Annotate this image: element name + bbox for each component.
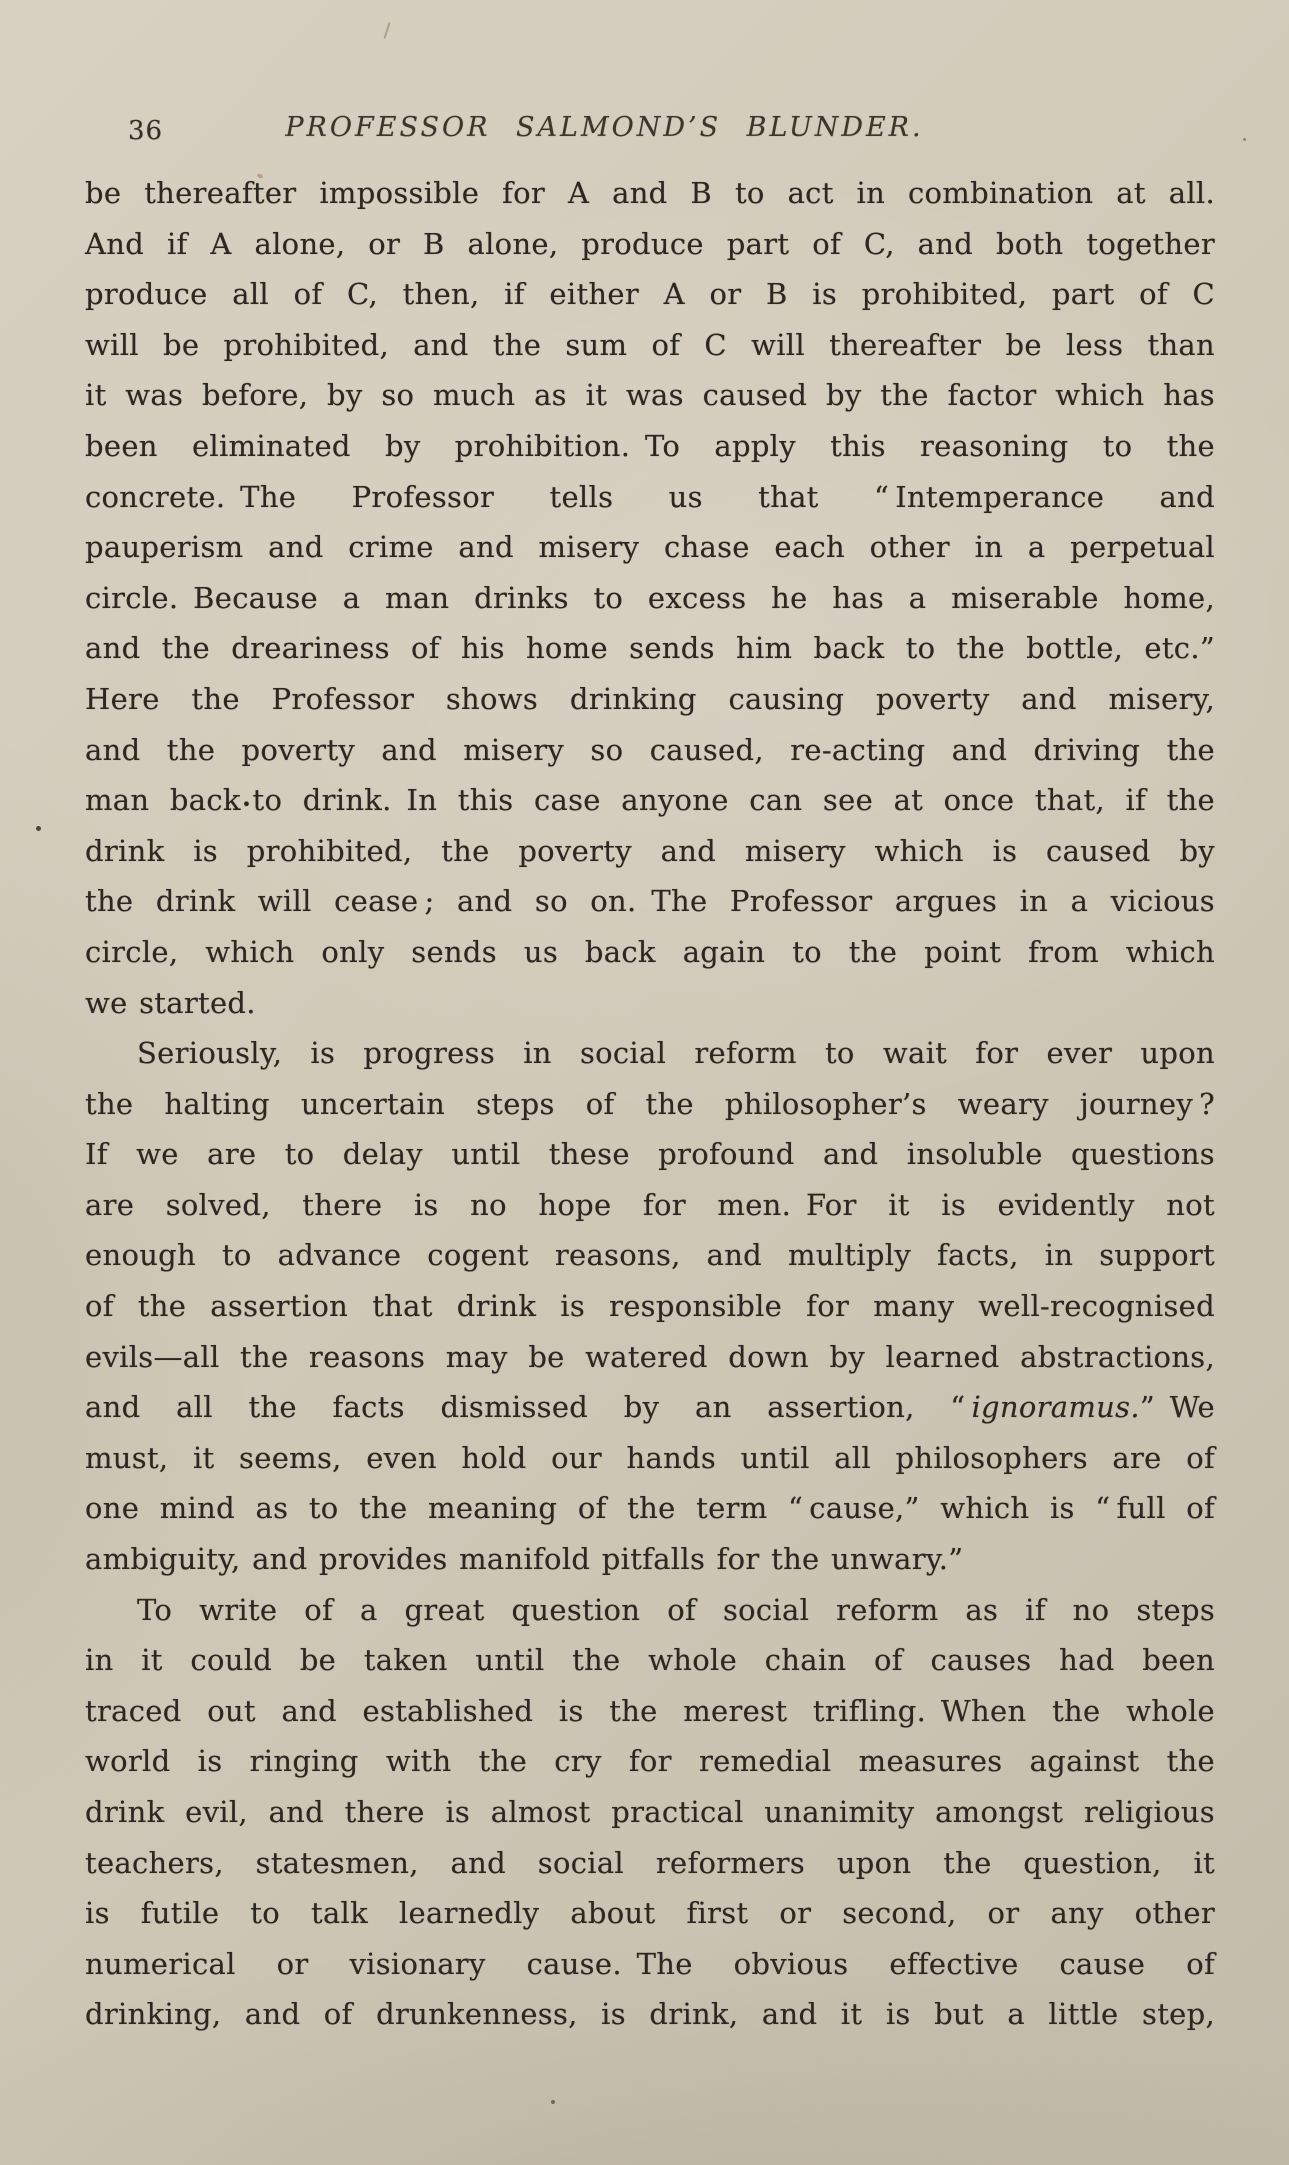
text-line bbox=[85, 1382, 1215, 1433]
text-segment: the drink will cease ; and so on. The Professor argues in a vicious bbox=[85, 884, 1215, 919]
running-title: PROFESSOR SALMOND’S BLUNDER. bbox=[285, 112, 924, 143]
text-segment: circle, which only sends us back again to the point from which bbox=[85, 934, 1215, 969]
paragraph bbox=[85, 1585, 1215, 2040]
text-line bbox=[85, 1028, 1215, 1079]
text-line: man back•to drink. In this case anyone can see at once that, if the bbox=[85, 783, 1215, 818]
text-line bbox=[85, 472, 1215, 523]
text-segment: Here the Professor shows drinking causing poverty and misery, bbox=[85, 681, 1215, 716]
text-segment: traced out and established is the merest trifling. When the whole bbox=[85, 1693, 1215, 1728]
text-segment: numerical or visionary cause. The obvious effective cause of bbox=[85, 1946, 1215, 1981]
text-line bbox=[85, 1888, 1215, 1939]
text-line bbox=[85, 1989, 1215, 2040]
page-body bbox=[85, 168, 1215, 2040]
text-segment: drink evil, and there is almost practical unanimity amongst religious bbox=[85, 1795, 1215, 1829]
paragraph bbox=[85, 1028, 1215, 1585]
text-segment: drink is prohibited, the poverty and misery which is caused by bbox=[85, 833, 1215, 868]
bottom-ink-speck bbox=[551, 2100, 555, 2104]
text-segment: ambiguity, and provides manifold pitfalls for the unwary.” bbox=[85, 1542, 964, 1577]
text-segment: circle. Because a man drinks to excess he has a miserable home, bbox=[85, 580, 1215, 615]
top-slash-mark bbox=[383, 22, 390, 39]
text-line bbox=[85, 725, 1215, 776]
text-line bbox=[85, 1534, 1215, 1585]
text-line bbox=[85, 1736, 1215, 1787]
text-segment: If we are to delay until these profound and insoluble questions bbox=[85, 1137, 1215, 1172]
text-line bbox=[85, 826, 1215, 877]
text-line bbox=[85, 370, 1215, 421]
text-line bbox=[85, 219, 1215, 270]
text-segment: one mind as to the meaning of the term “ cause,” which is “ full of bbox=[85, 1491, 1215, 1526]
text-line bbox=[85, 674, 1215, 725]
text-line bbox=[85, 927, 1215, 978]
paragraph bbox=[85, 168, 1215, 1028]
text-segment: And if A alone, or B alone, produce part of C, and both together bbox=[85, 226, 1215, 261]
text-line bbox=[85, 168, 1215, 219]
margin-ink-speck bbox=[36, 826, 41, 831]
text-line bbox=[85, 1230, 1215, 1281]
text-line bbox=[85, 421, 1215, 472]
text-segment: will be prohibited, and the sum of C will thereafter be less than bbox=[85, 327, 1215, 362]
text-segment: to drink. In this case anyone can see at once that, if the bbox=[252, 783, 1215, 818]
text-segment: evils—all the reasons may be watered down by learned abstractions, bbox=[85, 1339, 1215, 1374]
text-segment: been eliminated by prohibition. To apply this reasoning to the bbox=[85, 428, 1215, 463]
text-line bbox=[85, 876, 1215, 927]
text-segment: are solved, there is no hope for men. For it is evidently not bbox=[85, 1187, 1215, 1222]
text-line bbox=[85, 1332, 1215, 1383]
text-line bbox=[85, 1129, 1215, 1180]
text-segment: pauperism and crime and misery chase each other in a perpetual bbox=[85, 530, 1215, 565]
text-segment: drinking, and of drunkenness, is drink, and it is but a little step, bbox=[85, 1997, 1215, 2032]
text-line bbox=[85, 623, 1215, 674]
text-line bbox=[85, 1433, 1215, 1484]
text-segment: ” We bbox=[1139, 1390, 1215, 1425]
text-segment: To write of a great question of social reform as if no steps bbox=[137, 1592, 1215, 1627]
text-segment: Seriously, is progress in social reform to wait for ever upon bbox=[137, 1036, 1215, 1071]
text-line bbox=[85, 1585, 1215, 1636]
text-segment: of the assertion that drink is responsible for many well-recognised bbox=[85, 1289, 1215, 1324]
text-segment: must, it seems, even hold our hands until all philosophers are of bbox=[85, 1440, 1215, 1475]
text-segment: and the dreariness of his home sends him back to the bottle, etc.” bbox=[85, 631, 1215, 666]
text-line bbox=[85, 1180, 1215, 1231]
right-ink-speck bbox=[1243, 138, 1246, 141]
text-segment: man back bbox=[85, 783, 241, 818]
text-segment: concrete. The Professor tells us that “ Intemperance and bbox=[85, 479, 1215, 514]
text-segment: and all the facts dismissed by an assertion, “ bbox=[85, 1390, 972, 1425]
text-segment: the halting uncertain steps of the philosopher’s weary journey ? bbox=[85, 1086, 1215, 1121]
text-line bbox=[85, 1939, 1215, 1990]
text-segment: in it could be taken until the whole chain of causes had been bbox=[85, 1643, 1215, 1678]
text-segment: be thereafter impossible for A and B to act in combination at all. bbox=[85, 176, 1215, 210]
text-segment: produce all of C, then, if either A or B is prohibited, part of C bbox=[85, 277, 1215, 312]
text-line bbox=[85, 1787, 1215, 1838]
page-number: 36 bbox=[128, 116, 164, 146]
text-line bbox=[85, 1281, 1215, 1332]
text-segment: and the poverty and misery so caused, re-acting and driving the bbox=[85, 732, 1215, 767]
text-line bbox=[85, 320, 1215, 371]
text-segment: it was before, by so much as it was caused by the factor which has bbox=[85, 378, 1215, 413]
text-line bbox=[85, 573, 1215, 624]
text-segment: we started. bbox=[85, 985, 256, 1020]
text-line bbox=[85, 269, 1215, 320]
italic-text: ignoramus. bbox=[971, 1390, 1140, 1425]
text-line bbox=[85, 1686, 1215, 1737]
text-line bbox=[85, 978, 1215, 1029]
text-segment: teachers, statesmen, and social reformers upon the question, it bbox=[85, 1845, 1215, 1880]
text-segment: enough to advance cogent reasons, and multiply facts, in support bbox=[85, 1238, 1215, 1273]
text-segment: world is ringing with the cry for remedial measures against the bbox=[85, 1744, 1215, 1779]
text-line bbox=[85, 1635, 1215, 1686]
text-line bbox=[85, 522, 1215, 573]
text-line bbox=[85, 1838, 1215, 1889]
text-line bbox=[85, 1079, 1215, 1130]
text-line bbox=[85, 1483, 1215, 1534]
text-segment: is futile to talk learnedly about first or second, or any other bbox=[85, 1896, 1215, 1931]
